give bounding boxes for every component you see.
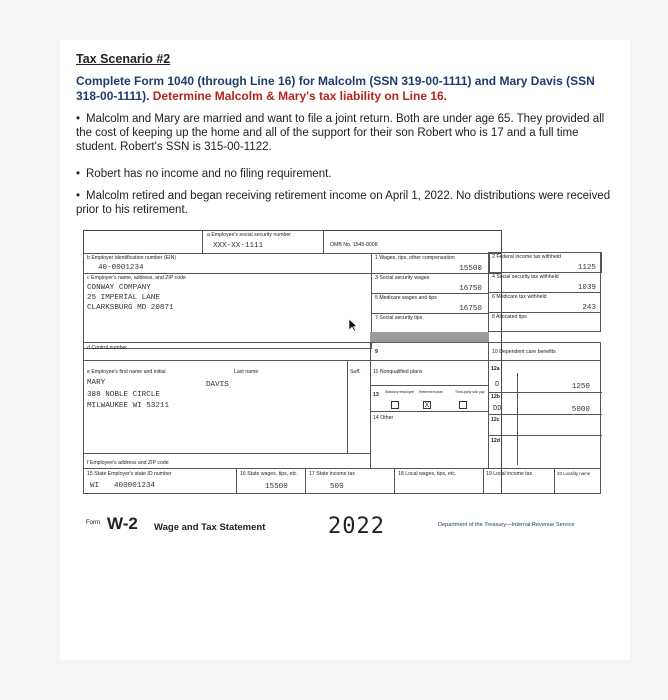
shaded-area — [370, 332, 489, 342]
box-14: 14 Other — [370, 411, 489, 469]
bullet-text-3: Malcolm retired and began receiving retirement income on April 1, 2022. No distributions were received prior to his retirement. — [76, 190, 611, 216]
box15-state: WI — [90, 482, 100, 490]
box-3: 3 Social security wages 16750 — [371, 273, 489, 294]
box12a-value: 1250 — [571, 383, 590, 391]
employer-name: CONWAY COMPANY — [87, 284, 151, 292]
form-year: 2022 — [328, 514, 385, 539]
box-20: 20 Locality name — [554, 468, 601, 494]
box12a-code: D — [495, 381, 500, 389]
employer-street: 25 IMPERIAL LANE — [87, 294, 160, 302]
bullet-item-3 — [76, 189, 616, 217]
employee-first-name: MARY — [87, 379, 106, 387]
box-13: 13 Statutory employee Retirement plan Third-party sick pay X — [370, 385, 489, 412]
employer-city: CLARKSBURG MD 20871 — [87, 304, 174, 312]
box-d: d Control number — [83, 342, 371, 361]
box-6-cell: 6 Medicare tax withheld 243 — [488, 292, 601, 313]
employee-city: MILWAUKEE WI 53211 — [87, 402, 170, 410]
box1-value: 15500 — [459, 265, 482, 273]
bullet-item-1 — [76, 112, 616, 154]
bullet-dot-icon: • — [76, 168, 81, 180]
retirement-plan-checkbox[interactable]: X — [424, 402, 430, 409]
box-suff: Suff. — [347, 360, 371, 454]
box6-value: 243 — [582, 304, 596, 312]
box15-state-id: 400001234 — [114, 482, 156, 490]
mouse-pointer-icon — [348, 318, 358, 332]
form-word: Form — [86, 520, 100, 526]
bullet-item-2 — [76, 167, 616, 181]
box-5: 5 Medicare wages and tips 16750 — [371, 293, 489, 314]
box-19: 19 Local income tax — [483, 468, 555, 494]
box4-value: 1039 — [577, 284, 596, 292]
box12b-code: DD — [493, 405, 502, 413]
box-a: a Employee's social security number XXX-XX-1111 — [202, 230, 324, 254]
box-15: 15 State Employer's state ID number WI 400001234 — [83, 468, 237, 494]
box-11: 11 Nonqualified plans — [370, 360, 489, 386]
box-16: 16 State wages, tips, etc. 15500 — [236, 468, 306, 494]
box12b-value: 5000 — [571, 406, 590, 414]
box-1: 1 Wages, tips, other compensation 15500 — [371, 253, 489, 274]
box-18: 18 Local wages, tips, etc. — [394, 468, 484, 494]
box2-value: 1125 — [577, 264, 596, 272]
employee-ssn: XXX-XX-1111 — [213, 242, 264, 250]
form-name: Wage and Tax Statement — [154, 522, 266, 533]
box16-value: 15500 — [265, 483, 288, 491]
box-12: 12a D 1250 12b DD 5000 12c 12d — [488, 360, 601, 469]
box17-value: 500 — [330, 483, 344, 491]
bullet-text-2: Robert has no income and no filing requirement. — [86, 168, 332, 180]
omb-number: OMB No. 1545-0008 — [330, 242, 378, 248]
bullet-dot-icon: • — [76, 113, 81, 125]
requirement-text — [76, 74, 616, 104]
requirement-line2a: 318-00-1111). — [76, 89, 153, 103]
bullet-dot-icon: • — [76, 190, 81, 202]
statutory-employee-checkbox[interactable] — [391, 401, 399, 409]
box-f: f Employee's address and ZIP code — [83, 453, 371, 469]
requirement-line1: Complete Form 1040 (through Line 16) for Malcolm (SSN 319-00-1111) and Mary Davis (SSN — [76, 74, 595, 88]
employee-last-name: DAVIS — [206, 381, 229, 389]
employer-ein: 40-0001234 — [98, 264, 144, 272]
requirement-line2b: Determine Malcolm & Mary's tax liability on Line 16. — [152, 89, 448, 103]
box-b: b Employer identification number (EIN) 40-0001234 — [83, 253, 372, 274]
box-10: 10 Dependent care benefits — [488, 342, 601, 361]
third-party-sick-pay-checkbox[interactable] — [459, 401, 467, 409]
box-8-cell: 8 Allocated tips — [488, 312, 601, 332]
box3-value: 16750 — [459, 285, 482, 293]
box5-value: 16750 — [459, 305, 482, 313]
box-9: 9 — [370, 342, 489, 361]
irs-department: Department of the Treasury—Internal Revenue Service — [438, 522, 575, 528]
form-code: W-2 — [107, 514, 138, 533]
box-2-cell: 2 Federal income tax withheld 1125 — [488, 252, 601, 273]
box-17: 17 State income tax 500 — [305, 468, 395, 494]
box-c: c Employer's name, address, and ZIP code CONWAY COMPANY 25 IMPERIAL LANE CLARKSBURG MD 20871 — [83, 273, 372, 349]
box-e: e Employee's first name and initial Last name MARY DAVIS 388 NOBLE CIRCLE MILWAUKEE WI 53211 — [83, 360, 348, 454]
box-7: 7 Social security tips — [371, 313, 489, 333]
box-4-cell: 4 Social security tax withheld 1039 — [488, 272, 601, 293]
employee-street: 388 NOBLE CIRCLE — [87, 391, 160, 399]
scenario-title: Tax Scenario #2 — [76, 52, 171, 66]
bullet-text-1: Malcolm and Mary are married and want to file a joint return. Both are under age 65. They provided all the cost of keeping up the home and all of the support for their son Robert who is 17 and a full time student. Robert's SSN is 315-00-1122. — [76, 113, 605, 153]
